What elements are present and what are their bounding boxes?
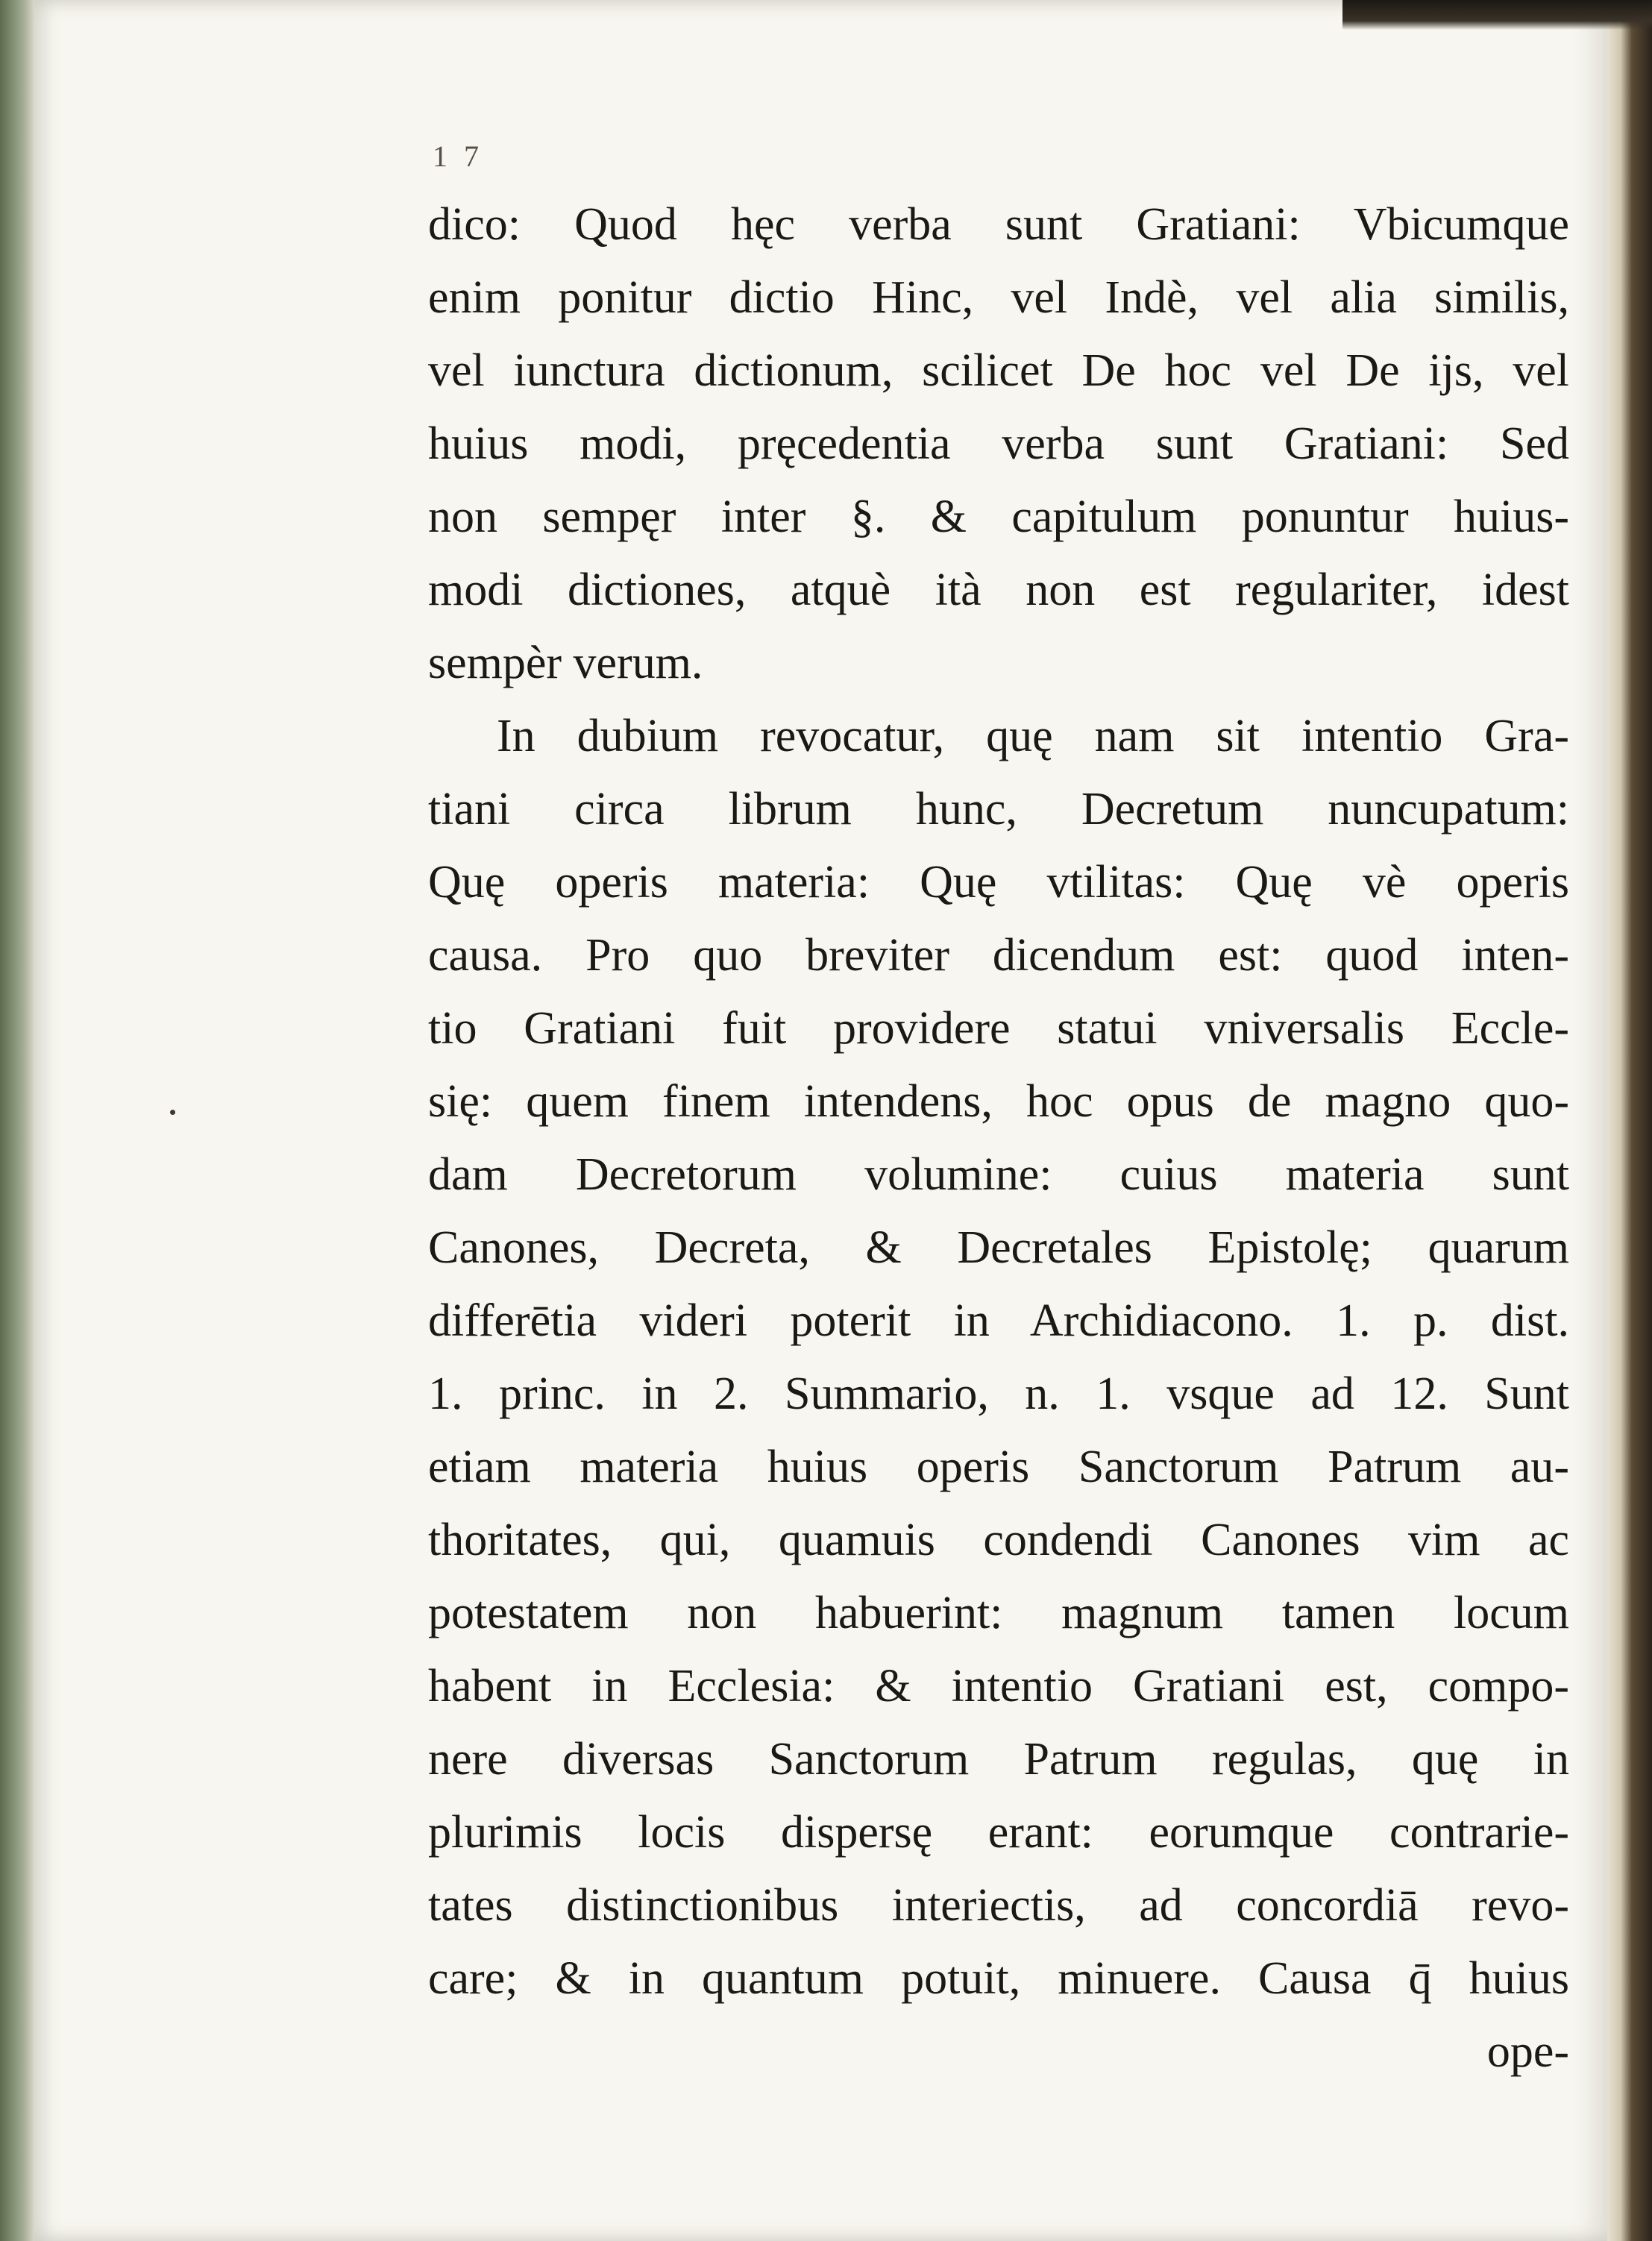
text-line-6: modi dictiones, atquè ità non est regulariter, idest [428,565,1569,615]
text-line-23: plurimis locis dispersę erant: eorumque contrarie- [428,1807,1569,1858]
text-line-22: nere diversas Sanctorum Patrum regulas, quę in [428,1734,1569,1785]
text-line-16: differētia videri poterit in Archidiacono. 1. p. dist. [428,1295,1569,1346]
book-cover-corner [1342,0,1652,30]
text-line-21: habent in Ecclesia: & intentio Gratiani est, compo- [428,1661,1569,1712]
page-text [428,188,1569,2088]
text-line-24: tates distinctionibus interiectis, ad concordiā revo- [428,1880,1569,1931]
text-line-10: Quę operis materia: Quę vtilitas: Quę vè operis [428,857,1569,908]
catchword: ope- [1486,2026,1569,2077]
text-line-8: In dubium revocatur, quę nam sit intentio Gra- [497,711,1569,761]
folio-mark: 1 7 [433,139,483,173]
text-line-18: etiam materia huius operis Sanctorum Patrum au- [428,1442,1569,1492]
text-line-11: causa. Pro quo breviter dicendum est: quod inten- [428,930,1569,981]
text-line-3: vel iunctura dictionum, scilicet De hoc vel De ijs, vel [428,345,1569,396]
text-line-17: 1. princ. in 2. Summario, n. 1. vsque ad 12. Sunt [428,1368,1569,1419]
text-line-19: thoritates, qui, quamuis condendi Canones vim ac [428,1515,1569,1565]
text-line-7: sempèr verum. [428,638,703,688]
text-line-1: dico: Quod hęc verba sunt Gratiani: Vbicumque [428,199,1569,250]
text-line-4: huius modi, pręcedentia verba sunt Gratiani: Sed [428,418,1569,469]
text-line-13: się: quem finem intendens, hoc opus de magno quo- [428,1076,1569,1127]
text-line-5: non sempęr inter §. & capitulum ponuntur huius- [428,491,1569,542]
text-line-15: Canones, Decreta, & Decretales Epistolę; quarum [428,1222,1569,1273]
text-line-20: potestatem non habuerint: magnum tamen locum [428,1588,1569,1638]
ink-speck [170,1110,175,1115]
text-line-2: enim ponitur dictio Hinc, vel Indè, vel alia similis, [428,272,1569,323]
text-line-12: tio Gratiani fuit providere statui vniversalis Eccle- [428,1003,1569,1054]
text-line-9: tiani circa librum hunc, Decretum nuncupatum: [428,784,1569,835]
binding-edge [1607,0,1652,2241]
book-spine-edge [0,0,34,2241]
text-line-25: care; & in quantum potuit, minuere. Causa q̄ huius [428,1953,1569,2004]
text-line-14: dam Decretorum volumine: cuius materia sunt [428,1149,1569,1200]
